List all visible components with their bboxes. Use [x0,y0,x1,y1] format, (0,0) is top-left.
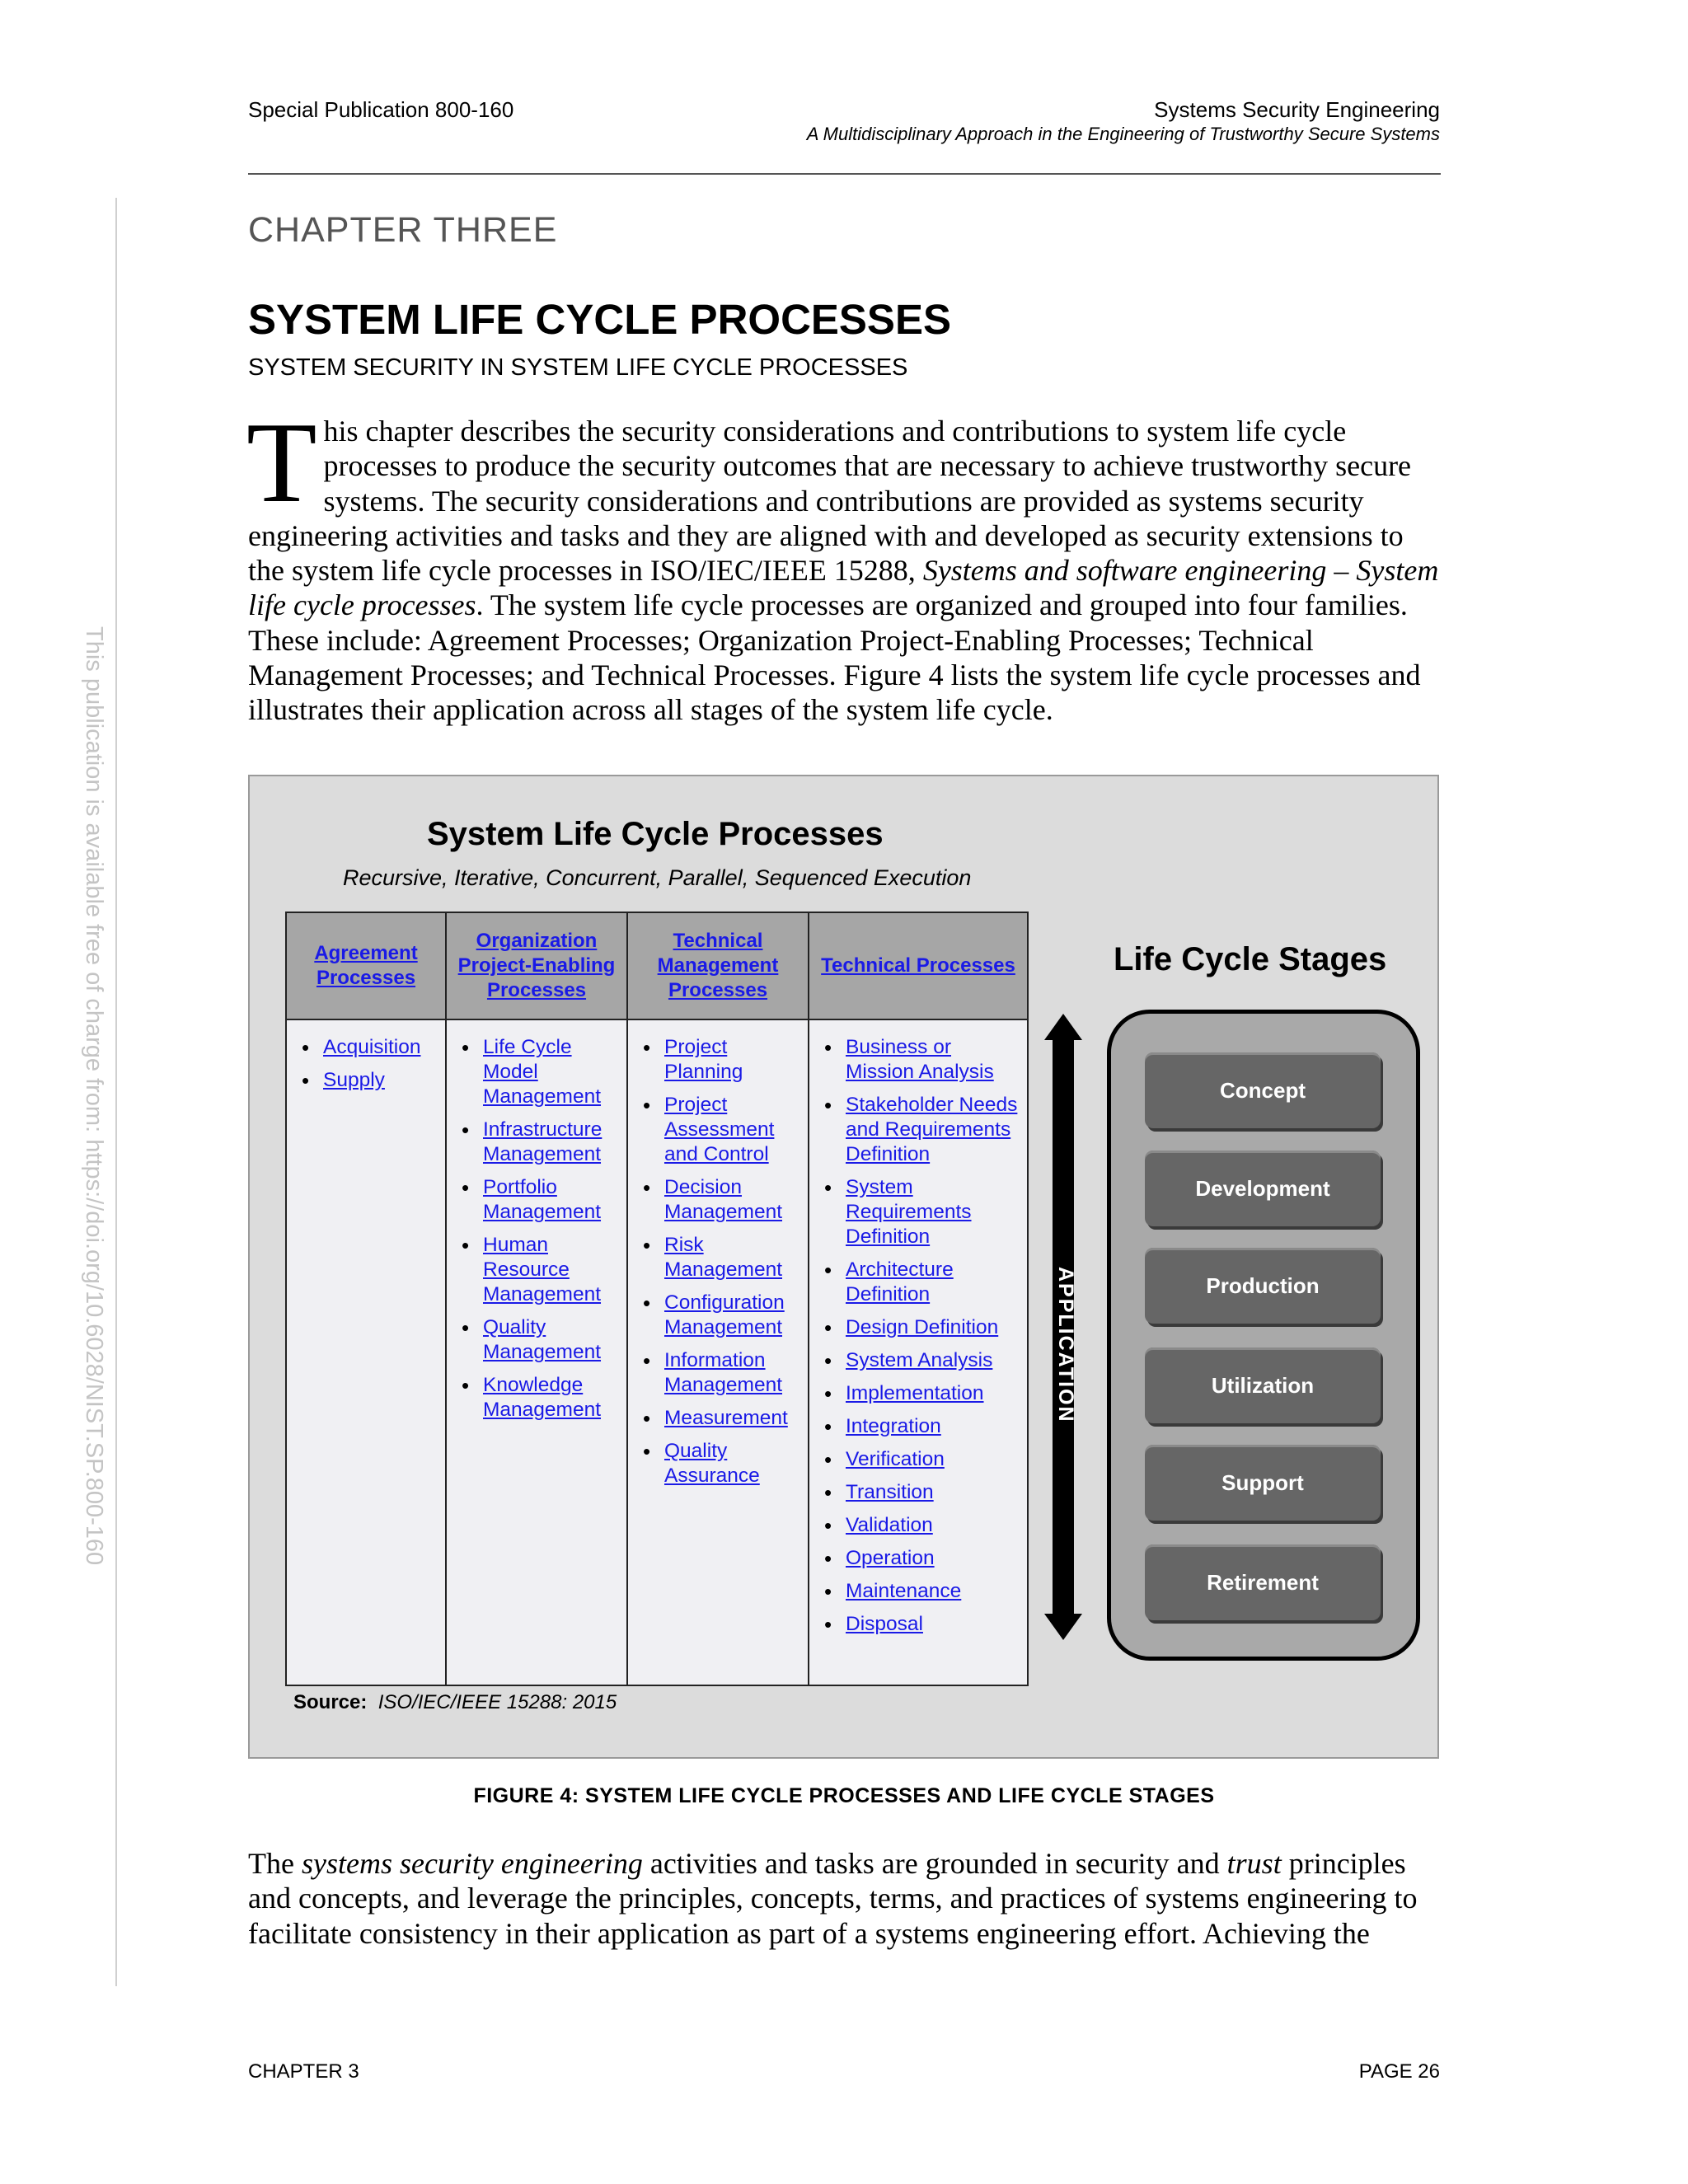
process-link[interactable]: Life Cycle Model Management [483,1036,602,1108]
process-link[interactable]: Quality Management [483,1316,602,1363]
intro-paragraph [246,399,1443,728]
body-text: principles and concepts, and leverage the principles, concepts, terms, and practices of systems engineering to facilitate consistency in their application as part of a systems engineering effort. Achieving the [248,1847,1418,1950]
process-link[interactable]: Decision Management [664,1176,783,1223]
process-list-item [643,1035,803,1085]
column-header[interactable] [446,912,627,1019]
intro-text-b: . The system life cycle processes are organized and grouped into four families. These include: Agreement Processes; Organization Project-Enabling Processes; Technical Management Processes; and Technical Processes. Figure 4 lists the system life cycle processes and illustrates their application across all stages of the system life cycle. [248,588,1421,727]
process-list-item [643,1291,803,1340]
process-link[interactable]: Verification [846,1448,945,1470]
process-link[interactable]: Project Assessment and Control [664,1094,775,1165]
process-list-item [462,1373,621,1422]
process-list-item [643,1175,803,1225]
process-list-item [824,1175,1022,1249]
process-table-header-row [286,912,1028,1019]
figure-4 [248,775,1439,1759]
process-list-item [824,1546,1022,1571]
process-link[interactable]: Infrastructure Management [483,1118,603,1165]
stage-concept: Concept [1145,1052,1381,1128]
process-list-item [824,1035,1022,1085]
process-list-item [824,1480,1022,1505]
stages-title: Life Cycle Stages [1114,941,1387,977]
process-list-item [462,1118,621,1167]
process-list-item [824,1612,1022,1637]
process-list-item [462,1035,621,1109]
process-list-item [824,1258,1022,1307]
figure-title: System Life Cycle Processes [427,816,884,852]
process-list-item [643,1439,803,1488]
process-link[interactable]: Acquisition [323,1036,421,1058]
stage-development: Development [1145,1151,1381,1226]
process-table [285,912,1029,1686]
chapter-label: CHAPTER THREE [248,210,558,250]
header-title: Systems Security Engineering [1154,97,1440,122]
stage-production: Production [1145,1248,1381,1324]
process-list-item [462,1175,621,1225]
figure-subtitle: Recursive, Iterative, Concurrent, Parallel, Sequenced Execution [343,865,972,890]
process-list-item [643,1348,803,1398]
availability-watermark: This publication is available free of charge from: https://doi.org/10.6028/NIST.SP.800-160 [81,626,107,1566]
process-link[interactable]: Operation [846,1547,935,1569]
column-header[interactable] [286,912,446,1019]
process-link[interactable]: Quality Assurance [664,1440,760,1487]
process-list-item [643,1406,803,1431]
process-link[interactable]: Integration [846,1415,941,1437]
process-link[interactable]: Stakeholder Needs and Requirements Definition [846,1094,1018,1165]
process-link[interactable]: Validation [846,1514,933,1536]
process-link[interactable]: Configuration Management [664,1291,785,1338]
process-link[interactable]: System Analysis [846,1349,993,1371]
process-list-item [824,1513,1022,1538]
source-label: Source: [293,1691,368,1713]
process-link[interactable]: Risk Management [664,1234,783,1281]
column-header-link[interactable]: Technical Processes [821,954,1015,977]
process-link[interactable]: Architecture Definition [846,1258,954,1305]
column-header[interactable] [809,912,1028,1019]
process-list-item [462,1315,621,1365]
body-text: activities and tasks are grounded in security and [642,1847,1227,1880]
column-header-link[interactable]: Agreement Processes [314,942,418,989]
body-italic: systems security engineering [301,1847,643,1880]
source-value: ISO/IEC/IEEE 15288: 2015 [377,1691,617,1713]
column-header-link[interactable]: Technical Management Processes [657,930,779,1001]
header-subtitle: A Multidisciplinary Approach in the Engineering of Trustworthy Secure Systems [806,124,1440,144]
process-list-item [302,1035,440,1060]
process-column [446,1019,627,1685]
chapter-subtitle: SYSTEM SECURITY IN SYSTEM LIFE CYCLE PROCESSES [248,354,908,381]
stage-retirement: Retirement [1145,1544,1381,1620]
process-link[interactable]: Maintenance [846,1580,962,1602]
stage-utilization: Utilization [1145,1347,1381,1423]
body-text: The [248,1847,302,1880]
footer-chapter: CHAPTER 3 [248,2060,359,2083]
process-link[interactable]: Supply [323,1069,385,1091]
column-header-link[interactable]: Organization Project-Enabling Processes [457,930,616,1001]
process-column [286,1019,446,1685]
process-list-item [824,1348,1022,1373]
process-link[interactable]: System Requirements Definition [846,1176,972,1248]
process-link[interactable]: Knowledge Management [483,1374,602,1421]
intro-text-italic: Systems and software engineering – System life cycle processes [248,554,1439,622]
process-list-item [824,1447,1022,1472]
process-list [643,1035,803,1488]
process-list-item [643,1233,803,1282]
process-link[interactable]: Transition [846,1481,934,1503]
process-link[interactable]: Disposal [846,1613,923,1635]
margin-divider [115,198,117,1986]
process-list-item [824,1414,1022,1439]
process-link[interactable]: Portfolio Management [483,1176,602,1223]
process-link[interactable]: Design Definition [846,1316,999,1338]
drop-cap: T [246,399,317,527]
process-list [302,1035,440,1093]
body-italic: trust [1226,1847,1282,1880]
process-list-item [824,1579,1022,1604]
process-list-item [302,1068,440,1093]
column-header[interactable] [627,912,809,1019]
intro-text-a: his chapter describes the security considerations and contributions to system life cycle processes to produce the security outcomes that are necessary to achieve trustworthy secure systems. The security considerations and contributions are provided as systems security engineering activities and tasks and they are aligned with and developed as security extensions to the system life cycle processes in ISO/IEC/IEEE 15288, [248,415,1412,588]
process-list-item [824,1093,1022,1167]
process-table-body-row [286,1019,1028,1685]
process-link[interactable]: Human Resource Management [483,1234,602,1305]
application-label: APPLICATION [1054,1267,1077,1423]
figure-source [293,1691,617,1714]
process-column [627,1019,809,1685]
body-paragraph [248,1846,1443,1951]
process-list [462,1035,621,1422]
process-list [824,1035,1022,1637]
process-list-item [643,1093,803,1167]
figure-caption: FIGURE 4: SYSTEM LIFE CYCLE PROCESSES AND LIFE CYCLE STAGES [473,1784,1215,1807]
process-list-item [462,1233,621,1307]
process-link[interactable]: Implementation [846,1382,984,1404]
header-publication-id: Special Publication 800-160 [248,97,514,122]
process-column [809,1019,1028,1685]
chapter-title: SYSTEM LIFE CYCLE PROCESSES [248,296,951,343]
process-link[interactable]: Business or Mission Analysis [846,1036,994,1083]
process-link[interactable]: Measurement [664,1407,788,1429]
footer-page-number: PAGE 26 [1358,2060,1440,2083]
header-divider [248,173,1441,175]
stage-support: Support [1145,1445,1381,1521]
process-link[interactable]: Project Planning [664,1036,743,1083]
process-list-item [824,1381,1022,1406]
process-list-item [824,1315,1022,1340]
process-link[interactable]: Information Management [664,1349,783,1396]
